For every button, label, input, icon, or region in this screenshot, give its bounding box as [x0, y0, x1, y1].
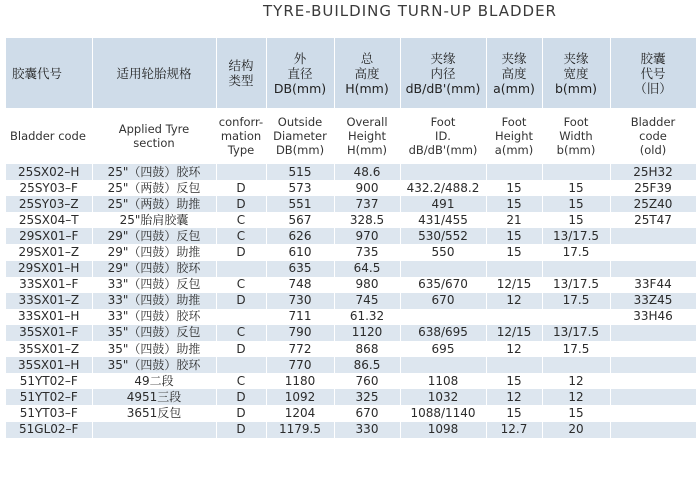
cell-foot-width: 15 — [542, 180, 610, 196]
cell-foot-width: 15 — [542, 196, 610, 212]
header-line: 结构 — [228, 58, 254, 73]
header-foot-width — [542, 108, 610, 164]
table-row — [6, 244, 696, 260]
table-row — [6, 196, 696, 212]
cell-old-bladder-code — [610, 373, 696, 389]
cell-foot-width: 15 — [542, 405, 610, 421]
header-foot-id — [400, 38, 486, 108]
cell-old-bladder-code — [610, 389, 696, 405]
cell-foot-height: 15 — [486, 180, 542, 196]
cell-overall-height: 670 — [334, 405, 400, 421]
cell-overall-height: 86.5 — [334, 357, 400, 373]
cell-conformation-type — [216, 309, 266, 325]
cell-overall-height: 330 — [334, 422, 400, 438]
page-title: TYRE-BUILDING TURN-UP BLADDER — [263, 2, 557, 20]
cell-bladder-code: 25SX04–T — [6, 212, 92, 228]
cell-foot-width: 12 — [542, 389, 610, 405]
cell-foot-width: 15 — [542, 212, 610, 228]
header-line: Bladder — [630, 115, 676, 129]
cell-applied-tyre-section: 33"（四鼓）助推 — [92, 293, 216, 309]
cell-overall-height: 1120 — [334, 325, 400, 341]
cell-old-bladder-code: 25H32 — [610, 164, 696, 180]
table-row — [6, 422, 696, 438]
header-line: 总 — [360, 50, 374, 66]
header-line: b(mm) — [556, 143, 596, 157]
cell-conformation-type: C — [216, 228, 266, 244]
header-line: 代号 — [640, 65, 666, 81]
header-line: H(mm) — [346, 143, 388, 157]
cell-bladder-code: 25SX02–H — [6, 164, 92, 180]
header-line: dB/dB'(mm) — [408, 143, 478, 157]
cell-foot-width: 17.5 — [542, 341, 610, 357]
header-foot-id — [400, 108, 486, 164]
cell-foot-id: 431/455 — [400, 212, 486, 228]
cell-overall-height: 64.5 — [334, 261, 400, 277]
header-line: Diameter — [273, 129, 327, 143]
cell-applied-tyre-section: 25"（两鼓）助推 — [92, 196, 216, 212]
cell-overall-height: 48.6 — [334, 164, 400, 180]
header-line: DB(mm) — [275, 143, 325, 157]
header-overall-height — [334, 108, 400, 164]
table-row — [6, 277, 696, 293]
table-row — [6, 341, 696, 357]
cell-conformation-type: D — [216, 180, 266, 196]
cell-applied-tyre-section: 33"（四鼓）反包 — [92, 277, 216, 293]
cell-conformation-type: D — [216, 196, 266, 212]
header-bladder-code — [6, 38, 92, 108]
cell-overall-height: 61.32 — [334, 309, 400, 325]
cell-foot-width: 13/17.5 — [542, 325, 610, 341]
cell-outside-diameter: 610 — [266, 244, 334, 260]
cell-outside-diameter: 515 — [266, 164, 334, 180]
cell-applied-tyre-section: 25"（四鼓）胶环 — [92, 164, 216, 180]
header-applied-tyre-section — [92, 108, 216, 164]
cell-old-bladder-code: 25Z40 — [610, 196, 696, 212]
cell-foot-width: 13/17.5 — [542, 228, 610, 244]
header-line: 夹缘 — [501, 50, 527, 66]
cell-foot-width — [542, 309, 610, 325]
header-line: Foot — [563, 115, 589, 129]
cell-outside-diameter: 1092 — [266, 389, 334, 405]
header-line: Overall — [346, 115, 388, 129]
header-outside-diameter — [266, 38, 334, 108]
cell-overall-height: 900 — [334, 180, 400, 196]
header-line: Height — [347, 129, 386, 143]
cell-foot-id: 638/695 — [400, 325, 486, 341]
cell-old-bladder-code — [610, 244, 696, 260]
cell-applied-tyre-section: 33"（四鼓）胶环 — [92, 309, 216, 325]
header-line: Bladder code — [10, 129, 86, 143]
table-row — [6, 228, 696, 244]
cell-bladder-code: 51YT03–F — [6, 405, 92, 421]
header-row-chinese — [6, 38, 696, 108]
specification-table — [6, 38, 697, 438]
cell-bladder-code: 25SY03–F — [6, 180, 92, 196]
cell-foot-height: 12 — [486, 341, 542, 357]
cell-overall-height: 325 — [334, 389, 400, 405]
cell-applied-tyre-section: 35"（四鼓）助推 — [92, 341, 216, 357]
header-line: (old) — [639, 143, 667, 157]
header-line: 外 — [293, 50, 307, 66]
cell-foot-width — [542, 164, 610, 180]
header-bladder-code — [6, 108, 92, 164]
header-line: DB(mm) — [273, 80, 327, 96]
cell-overall-height: 970 — [334, 228, 400, 244]
cell-foot-id: 1088/1140 — [400, 405, 486, 421]
cell-old-bladder-code — [610, 405, 696, 421]
table-row — [6, 325, 696, 341]
header-line: 高度 — [354, 65, 380, 81]
cell-applied-tyre-section — [92, 422, 216, 438]
cell-bladder-code: 25SY03–Z — [6, 196, 92, 212]
cell-foot-id: 1098 — [400, 422, 486, 438]
header-line: 夹缘 — [563, 50, 589, 66]
cell-foot-height — [486, 309, 542, 325]
cell-old-bladder-code: 33F44 — [610, 277, 696, 293]
cell-old-bladder-code — [610, 357, 696, 373]
cell-foot-id: 670 — [400, 293, 486, 309]
header-line: （旧） — [634, 80, 672, 96]
cell-bladder-code: 35SX01–Z — [6, 341, 92, 357]
table-row — [6, 309, 696, 325]
header-line: 胶囊 — [640, 50, 666, 66]
cell-bladder-code: 51YT02–F — [6, 373, 92, 389]
cell-conformation-type: D — [216, 341, 266, 357]
header-line: 适用轮胎规格 — [116, 65, 192, 81]
cell-foot-height: 15 — [486, 405, 542, 421]
cell-foot-id: 550 — [400, 244, 486, 260]
cell-overall-height: 760 — [334, 373, 400, 389]
cell-overall-height: 737 — [334, 196, 400, 212]
cell-applied-tyre-section: 29"（四鼓）反包 — [92, 228, 216, 244]
header-row-english — [6, 108, 696, 164]
table-row — [6, 357, 696, 373]
header-overall-height — [334, 38, 400, 108]
cell-outside-diameter: 635 — [266, 261, 334, 277]
cell-foot-width: 12 — [542, 373, 610, 389]
cell-foot-height — [486, 357, 542, 373]
header-line: Foot — [430, 115, 456, 129]
header-line: Applied Tyre — [118, 122, 190, 136]
header-line: Height — [494, 129, 533, 143]
cell-outside-diameter: 790 — [266, 325, 334, 341]
header-conformation-type — [216, 38, 266, 108]
cell-bladder-code: 29SX01–H — [6, 261, 92, 277]
cell-conformation-type: C — [216, 212, 266, 228]
table-row — [6, 180, 696, 196]
cell-applied-tyre-section: 49二段 — [92, 373, 216, 389]
cell-conformation-type: C — [216, 373, 266, 389]
cell-outside-diameter: 772 — [266, 341, 334, 357]
header-line: 类型 — [228, 73, 254, 88]
cell-old-bladder-code: 33H46 — [610, 309, 696, 325]
cell-foot-height: 15 — [486, 228, 542, 244]
cell-foot-height: 15 — [486, 244, 542, 260]
cell-outside-diameter: 748 — [266, 277, 334, 293]
cell-bladder-code: 29SX01–Z — [6, 244, 92, 260]
header-old-bladder-code — [610, 38, 696, 108]
cell-outside-diameter: 770 — [266, 357, 334, 373]
header-line: section — [133, 136, 175, 150]
cell-conformation-type: D — [216, 244, 266, 260]
cell-foot-width: 13/17.5 — [542, 277, 610, 293]
header-applied-tyre-section — [92, 38, 216, 108]
cell-foot-height: 12/15 — [486, 325, 542, 341]
cell-conformation-type — [216, 164, 266, 180]
cell-foot-id: 695 — [400, 341, 486, 357]
cell-outside-diameter: 567 — [266, 212, 334, 228]
cell-foot-id — [400, 309, 486, 325]
cell-foot-id: 1108 — [400, 373, 486, 389]
cell-old-bladder-code: 25T47 — [610, 212, 696, 228]
header-line: mation — [220, 129, 262, 143]
cell-foot-id — [400, 164, 486, 180]
cell-conformation-type: D — [216, 293, 266, 309]
header-line: H(mm) — [345, 80, 389, 96]
cell-old-bladder-code — [610, 228, 696, 244]
header-line: 夹缘 — [430, 50, 456, 66]
header-line: dB/dB'(mm) — [405, 80, 481, 96]
header-old-bladder-code — [610, 108, 696, 164]
header-line: 内径 — [430, 65, 456, 81]
cell-foot-height — [486, 261, 542, 277]
header-line: 高度 — [501, 65, 527, 81]
header-line: ID. — [435, 129, 451, 143]
cell-applied-tyre-section: 35"（四鼓）反包 — [92, 325, 216, 341]
header-conformation-type — [216, 108, 266, 164]
header-line: a(mm) — [494, 143, 534, 157]
cell-foot-width: 17.5 — [542, 244, 610, 260]
cell-bladder-code: 35SX01–H — [6, 357, 92, 373]
table-row — [6, 405, 696, 421]
header-line: code — [639, 129, 667, 143]
table-row — [6, 389, 696, 405]
cell-conformation-type: D — [216, 405, 266, 421]
cell-outside-diameter: 626 — [266, 228, 334, 244]
cell-foot-id: 491 — [400, 196, 486, 212]
cell-conformation-type — [216, 357, 266, 373]
cell-bladder-code: 35SX01–F — [6, 325, 92, 341]
cell-old-bladder-code — [610, 341, 696, 357]
cell-old-bladder-code — [610, 261, 696, 277]
cell-outside-diameter: 551 — [266, 196, 334, 212]
header-line: a(mm) — [493, 80, 535, 96]
cell-foot-width: 20 — [542, 422, 610, 438]
cell-foot-height: 21 — [486, 212, 542, 228]
cell-overall-height: 328.5 — [334, 212, 400, 228]
cell-old-bladder-code — [610, 325, 696, 341]
cell-bladder-code: 29SX01–F — [6, 228, 92, 244]
cell-outside-diameter: 711 — [266, 309, 334, 325]
cell-foot-width — [542, 357, 610, 373]
header-line: 胶囊代号 — [12, 65, 63, 81]
cell-applied-tyre-section: 3651反包 — [92, 405, 216, 421]
header-line: conforr- — [218, 115, 264, 129]
cell-applied-tyre-section: 25"（两鼓）反包 — [92, 180, 216, 196]
cell-overall-height: 745 — [334, 293, 400, 309]
cell-outside-diameter: 1204 — [266, 405, 334, 421]
header-line: 宽度 — [563, 65, 589, 81]
cell-applied-tyre-section: 29"（四鼓）胶环 — [92, 261, 216, 277]
header-line: b(mm) — [554, 80, 598, 96]
header-line: Foot — [501, 115, 527, 129]
cell-foot-height: 15 — [486, 196, 542, 212]
table-row — [6, 212, 696, 228]
cell-applied-tyre-section: 4951三段 — [92, 389, 216, 405]
cell-foot-width — [542, 261, 610, 277]
header-outside-diameter — [266, 108, 334, 164]
cell-foot-height: 12/15 — [486, 277, 542, 293]
cell-foot-height: 12.7 — [486, 422, 542, 438]
cell-old-bladder-code: 33Z45 — [610, 293, 696, 309]
cell-foot-height: 12 — [486, 389, 542, 405]
header-line: Outside — [277, 115, 323, 129]
cell-overall-height: 980 — [334, 277, 400, 293]
table-row — [6, 164, 696, 180]
cell-conformation-type: D — [216, 422, 266, 438]
cell-foot-id: 432.2/488.2 — [400, 180, 486, 196]
cell-foot-width: 17.5 — [542, 293, 610, 309]
header-line: Width — [559, 129, 593, 143]
header-foot-width — [542, 38, 610, 108]
cell-bladder-code: 51GL02–F — [6, 422, 92, 438]
header-foot-height — [486, 108, 542, 164]
cell-foot-height — [486, 164, 542, 180]
cell-applied-tyre-section: 35"（四鼓）胶环 — [92, 357, 216, 373]
cell-foot-id: 530/552 — [400, 228, 486, 244]
cell-old-bladder-code: 25F39 — [610, 180, 696, 196]
cell-applied-tyre-section: 25"胎肩胶囊 — [92, 212, 216, 228]
cell-applied-tyre-section: 29"（四鼓）助推 — [92, 244, 216, 260]
cell-outside-diameter: 573 — [266, 180, 334, 196]
header-foot-height — [486, 38, 542, 108]
cell-conformation-type: C — [216, 277, 266, 293]
header-line: Type — [227, 143, 255, 157]
table-row — [6, 373, 696, 389]
table-row — [6, 261, 696, 277]
cell-bladder-code: 33SX01–Z — [6, 293, 92, 309]
cell-bladder-code: 51YT02–F — [6, 389, 92, 405]
cell-foot-height: 12 — [486, 293, 542, 309]
cell-conformation-type: C — [216, 325, 266, 341]
cell-old-bladder-code — [610, 422, 696, 438]
cell-bladder-code: 33SX01–F — [6, 277, 92, 293]
cell-conformation-type: D — [216, 389, 266, 405]
cell-bladder-code: 33SX01–H — [6, 309, 92, 325]
cell-foot-id: 635/670 — [400, 277, 486, 293]
cell-foot-height: 15 — [486, 373, 542, 389]
table-row — [6, 293, 696, 309]
cell-foot-id — [400, 261, 486, 277]
cell-conformation-type — [216, 261, 266, 277]
cell-overall-height: 868 — [334, 341, 400, 357]
cell-outside-diameter: 1180 — [266, 373, 334, 389]
header-line: 直径 — [287, 65, 313, 81]
cell-overall-height: 735 — [334, 244, 400, 260]
cell-outside-diameter: 1179.5 — [266, 422, 334, 438]
cell-foot-id — [400, 357, 486, 373]
cell-outside-diameter: 730 — [266, 293, 334, 309]
cell-foot-id: 1032 — [400, 389, 486, 405]
